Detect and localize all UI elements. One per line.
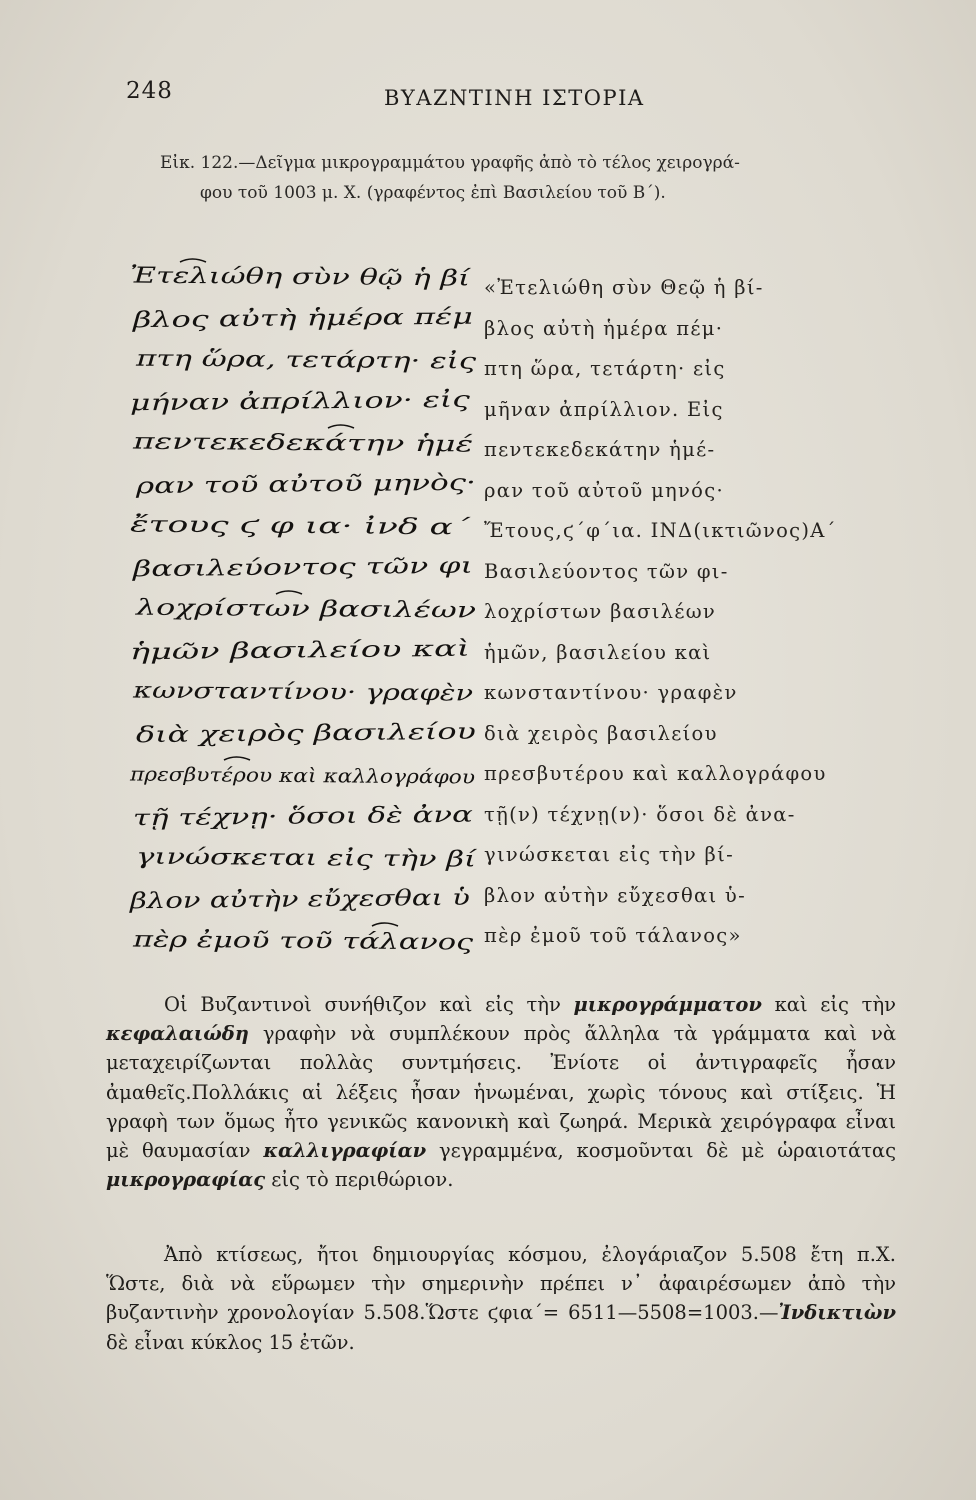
transcription-line: κωνσταντίνου· γραφὲν — [484, 681, 738, 704]
manuscript-line: πὲρ ἐμοῦ τοῦ τάλανος — [132, 927, 380, 955]
abbreviation-stroke — [372, 923, 398, 926]
paragraph-1: Οἱ Βυζαντινοὶ συνήθιζον καὶ εἰς τὴν μικρογράμματον καὶ εἰς τὴν κεφαλαιώδη γραφὴν νὰ συμπλέκουν πρὸς ἄλληλα τὰ γράμματα καὶ νὰ μεταχειρίζωνται πολλὰς συντμήσεις. Ἐνίοτε οἱ ἀντιγραφεῖς ἦσαν ἀμαθεῖς.Πολλάκις αἱ λέξεις ἦσαν ἡνωμέναι, χωρὶς τόνους καὶ στίξεις. Ἡ γραφὴ των ὅμως ἦτο γενικῶς κανονικὴ καὶ ζωηρά. Μερικὰ χειρόγραφα εἶναι μὲ θαυμασίαν καλλιγραφίαν γεγραμμένα, κοσμοῦνται δὲ μὲ ὡραιοτάτας μικρογραφίας εἰς τὸ περιθώριον. — [106, 993, 896, 1192]
transcription-line: τῇ(ν) τέχνῃ(ν)· ὅσοι δὲ ἀνα- — [484, 802, 796, 826]
transcription-line: διὰ χειρὸς βασιλείου — [484, 721, 718, 745]
manuscript-line: βλον αὐτὴν εὔχεσθαι ὑ — [129, 886, 387, 915]
transcription-line: ἡμῶν, βασιλείου καὶ — [484, 640, 712, 664]
abbreviation-stroke — [224, 757, 250, 760]
manuscript-line: κωνσταντίνου· γραφὲν — [132, 678, 391, 706]
transcription-line: πεντεκεδεκάτην ἡμέ- — [484, 438, 716, 461]
running-head: ΒΥΑΖΝΤΙΝΗ ΙΣΤΟΡΙΑ — [384, 86, 645, 110]
transcription-line: γινώσκεται εἰς τὴν βί- — [484, 843, 734, 866]
manuscript-line: τῇ τέχνῃ· ὅσοι δὲ ἀνα — [132, 803, 376, 832]
manuscript-line: βασιλεύοντος τῶν φι — [132, 554, 370, 583]
transcription-line: «Ἐτελιώθη σὺν Θεῷ ἡ βί- — [484, 276, 764, 299]
transcription-line: βλον αὐτὴν εὔχεσθαι ὑ- — [484, 883, 746, 907]
manuscript-line: πεντεκεδεκάτην ἡμέ — [132, 429, 363, 457]
transcription-line: πὲρ ἐμοῦ τοῦ τάλανος» — [484, 924, 742, 947]
transcription-line: βλος αὐτὴ ἡμέρα πέμ· — [484, 316, 724, 340]
manuscript-facsimile — [120, 252, 490, 972]
abbreviation-stroke — [180, 259, 206, 262]
transcription-line: λοχρίστων βασιλέων — [484, 600, 717, 623]
manuscript-line: λοχρίστων βασιλέων — [135, 595, 373, 623]
manuscript-line: πρεσβυτέρου καὶ καλλογράφου — [129, 763, 432, 789]
transcription-line: μῆναν ἀπρίλλιον. Εἰς — [484, 397, 724, 421]
transcription-column — [484, 268, 904, 957]
abbreviation-stroke — [276, 591, 302, 594]
manuscript-line: ἔτους ϛ φ ια· ἰνδ α΄ — [129, 512, 348, 540]
manuscript-line: μήναν ἀπρίλλιον· εἰς — [129, 388, 367, 417]
manuscript-line: Ἐτελιώθη σὺν θῷ ἡ βί — [129, 263, 376, 291]
manuscript-line: βλος αὐτὴ ἡμέρα πέμ — [132, 305, 368, 334]
figure-caption — [160, 148, 920, 208]
transcription-line: πρεσβυτέρου καὶ καλλογράφου — [484, 762, 827, 785]
manuscript-line: διὰ χειρὸς βασιλείου — [135, 720, 372, 749]
transcription-line: Βασιλεύοντος τῶν φι- — [484, 559, 729, 583]
paragraph-2: Ἀπὸ κτίσεως, ἤτοι δημιουργίας κόσμου, ἐλογάριαζον 5.508 ἔτη π.Χ. Ὥστε, διὰ νὰ εὕρωμεν τὴν σημερινὴν πρέπει ν᾽ ἀφαιρέσωμεν ἀπὸ τὴν βυζαντινὴν χρονολογίαν 5.508.Ὥστε ϛφια΄= 6511—5508=1003.—Ἰνδικτιὼν δὲ εἶναι κύκλος 15 ἐτῶν. — [106, 1243, 896, 1354]
abbreviation-stroke — [328, 425, 354, 428]
manuscript-line: ἡμῶν βασιλείου καὶ — [129, 637, 353, 666]
caption-line-1: Εἰκ. 122.—Δεῖγμα μικρογραμμάτου γραφῆς ἀπὸ τὸ τέλος χειρογρά- — [160, 153, 740, 173]
manuscript-line: γινώσκεται εἰς τὴν βί — [135, 844, 380, 872]
manuscript-line: ραν τοῦ αὐτοῦ μηνὸς· — [135, 471, 378, 500]
transcription-line: πτη ὥρα, τετάρτη· εἰς — [484, 357, 726, 380]
transcription-line: ραν τοῦ αὐτοῦ μηνός· — [484, 478, 724, 502]
manuscript-line: πτη ὥρα, τετάρτη· εἰς — [135, 346, 379, 374]
page-number: 248 — [126, 78, 173, 104]
transcription-line: Ἔτους,ϛ΄φ΄ια. ΙΝΔ(ικτιῶνος)Α΄ — [484, 519, 837, 542]
caption-line-2: φου τοῦ 1003 μ. Χ. (γραφέντος ἐπὶ Βασιλείου τοῦ Β΄). — [200, 183, 666, 203]
